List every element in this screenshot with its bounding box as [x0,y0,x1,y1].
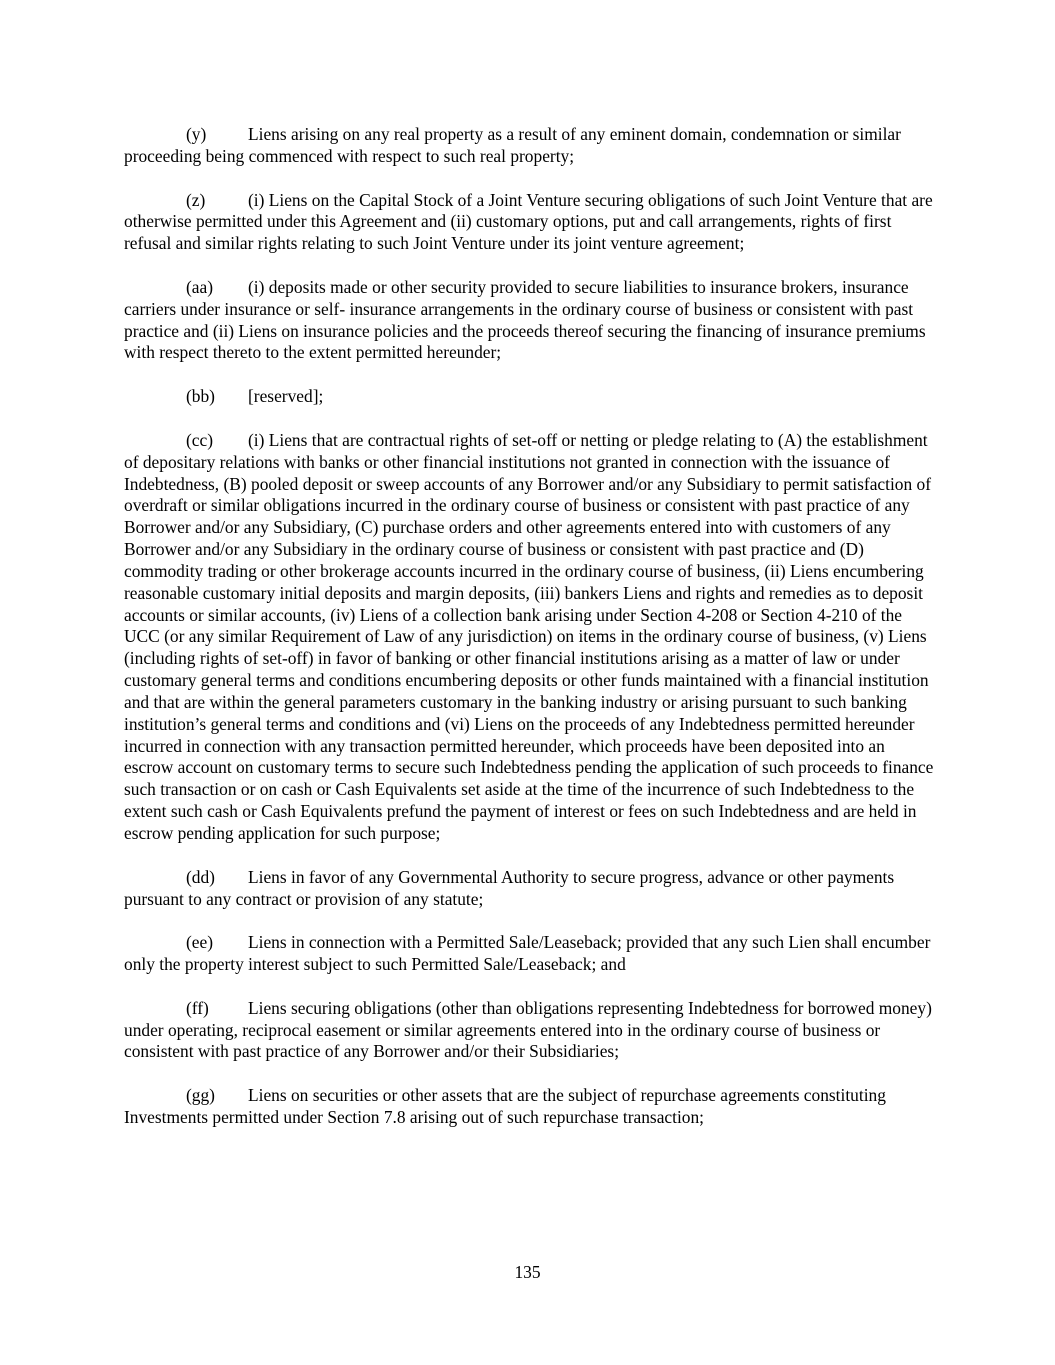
page-number: 135 [514,1262,541,1282]
paragraph-aa [124,277,934,364]
paragraph-label: (bb) [186,386,215,407]
paragraph-z [124,190,934,256]
paragraph-cc [124,430,934,845]
paragraph-text: (i) Liens on the Capital Stock of a Joint Venture securing obligations of such Joint Venture that are otherwise permitted under this Agreement and (ii) customary options, put and call arrangements, rights of first refusal and similar rights relating to such Joint Venture under its joint venture agreement; [124,189,933,254]
paragraph-text: Liens arising on any real property as a result of any eminent domain, condemnation or similar proceeding being commenced with respect to such real property; [124,124,901,166]
paragraph-text: Liens on securities or other assets that are the subject of repurchase agreements constituting Investments permitted under Section 7.8 arising out of such repurchase transaction; [124,1085,886,1127]
paragraph-ff [124,998,934,1064]
document-body [124,124,934,1151]
paragraph-y [124,124,934,168]
paragraph-label: (z) [186,189,206,210]
paragraph-label: (aa) [186,276,214,297]
paragraph-text: Liens securing obligations (other than obligations representing Indebtedness for borrowed money) under operating, reciprocal easement or similar agreements entered into in the ordinary course of business or consistent with past practice of any Borrower and/or their Subsidiaries; [124,997,932,1062]
paragraph-label: (cc) [186,429,214,450]
paragraph-label: (gg) [186,1085,215,1106]
paragraph-gg [124,1085,934,1129]
paragraph-label: (y) [186,124,207,144]
paragraph-ee [124,932,934,976]
paragraph-label: (ee) [186,932,214,953]
paragraph-text: Liens in connection with a Permitted Sale/Leaseback; provided that any such Lien shall encumber only the property interest subject to such Permitted Sale/Leaseback; and [124,932,931,975]
paragraph-text: Liens in favor of any Governmental Authority to secure progress, advance or other payments pursuant to any contract or provision of any statute; [124,866,895,909]
paragraph-text: [reserved]; [248,386,324,407]
paragraph-label: (ff) [186,997,209,1018]
paragraph-bb [124,386,934,408]
paragraph-dd [124,867,934,911]
paragraph-label: (dd) [186,866,215,887]
paragraph-text: (i) deposits made or other security provided to secure liabilities to insurance brokers, insurance carriers under insurance or self- insurance arrangements in the ordinary course of business or consistent with past practice and (ii) Liens on insurance policies and the proceeds thereof securing the financing of insurance premiums with respect thereto to the extent permitted hereunder; [124,276,926,363]
paragraph-text: (i) Liens that are contractual rights of set-off or netting or pledge relating to (A) the establishment of depositary relations with banks or other financial institutions not granted in connection with the issuance of Indebtedness, (B) pooled deposit or sweep accounts of any Borrower and/or any Subsidiary to permit satisfaction of overdraft or similar obligations incurred in the ordinary course of business or consistent with past practice of any Borrower and/or any Subsidiary, (C) purchase orders and other agreements entered into with customers of any Borrower and/or any Subsidiary in the ordinary course of business or consistent with past practice and (D) commodity trading or other brokerage accounts incurred in the ordinary course of business, (ii) Liens encumbering reasonable customary initial deposits and margin deposits, (iii) bankers Liens and rights and remedies as to deposit accounts or similar accounts, (iv) Liens of a collection bank arising under Section 4-208 or Section 4-210 of the UCC (or any similar Requirement of Law of any jurisdiction) on items in the ordinary course of business, (v) Liens (including rights of set-off) in favor of banking or other financial institutions arising as a matter of law or under customary general terms and conditions encumbering deposits or other funds maintained with a financial institution and that are within the general parameters customary in the banking industry or arising pursuant to such banking institution’s general terms and conditions and (vi) Liens on the proceeds of any Indebtedness permitted hereunder incurred in connection with any transaction permitted hereunder, which proceeds have been deposited into an escrow account on customary terms to secure such Indebtedness pending the application of such proceeds to finance such transaction or on cash or Cash Equivalents set aside at the time of the incurrence of such Indebtedness to the extent such cash or Cash Equivalents prefund the payment of interest or fees on such Indebtedness and are held in escrow pending application for such purpose; [124,429,934,843]
